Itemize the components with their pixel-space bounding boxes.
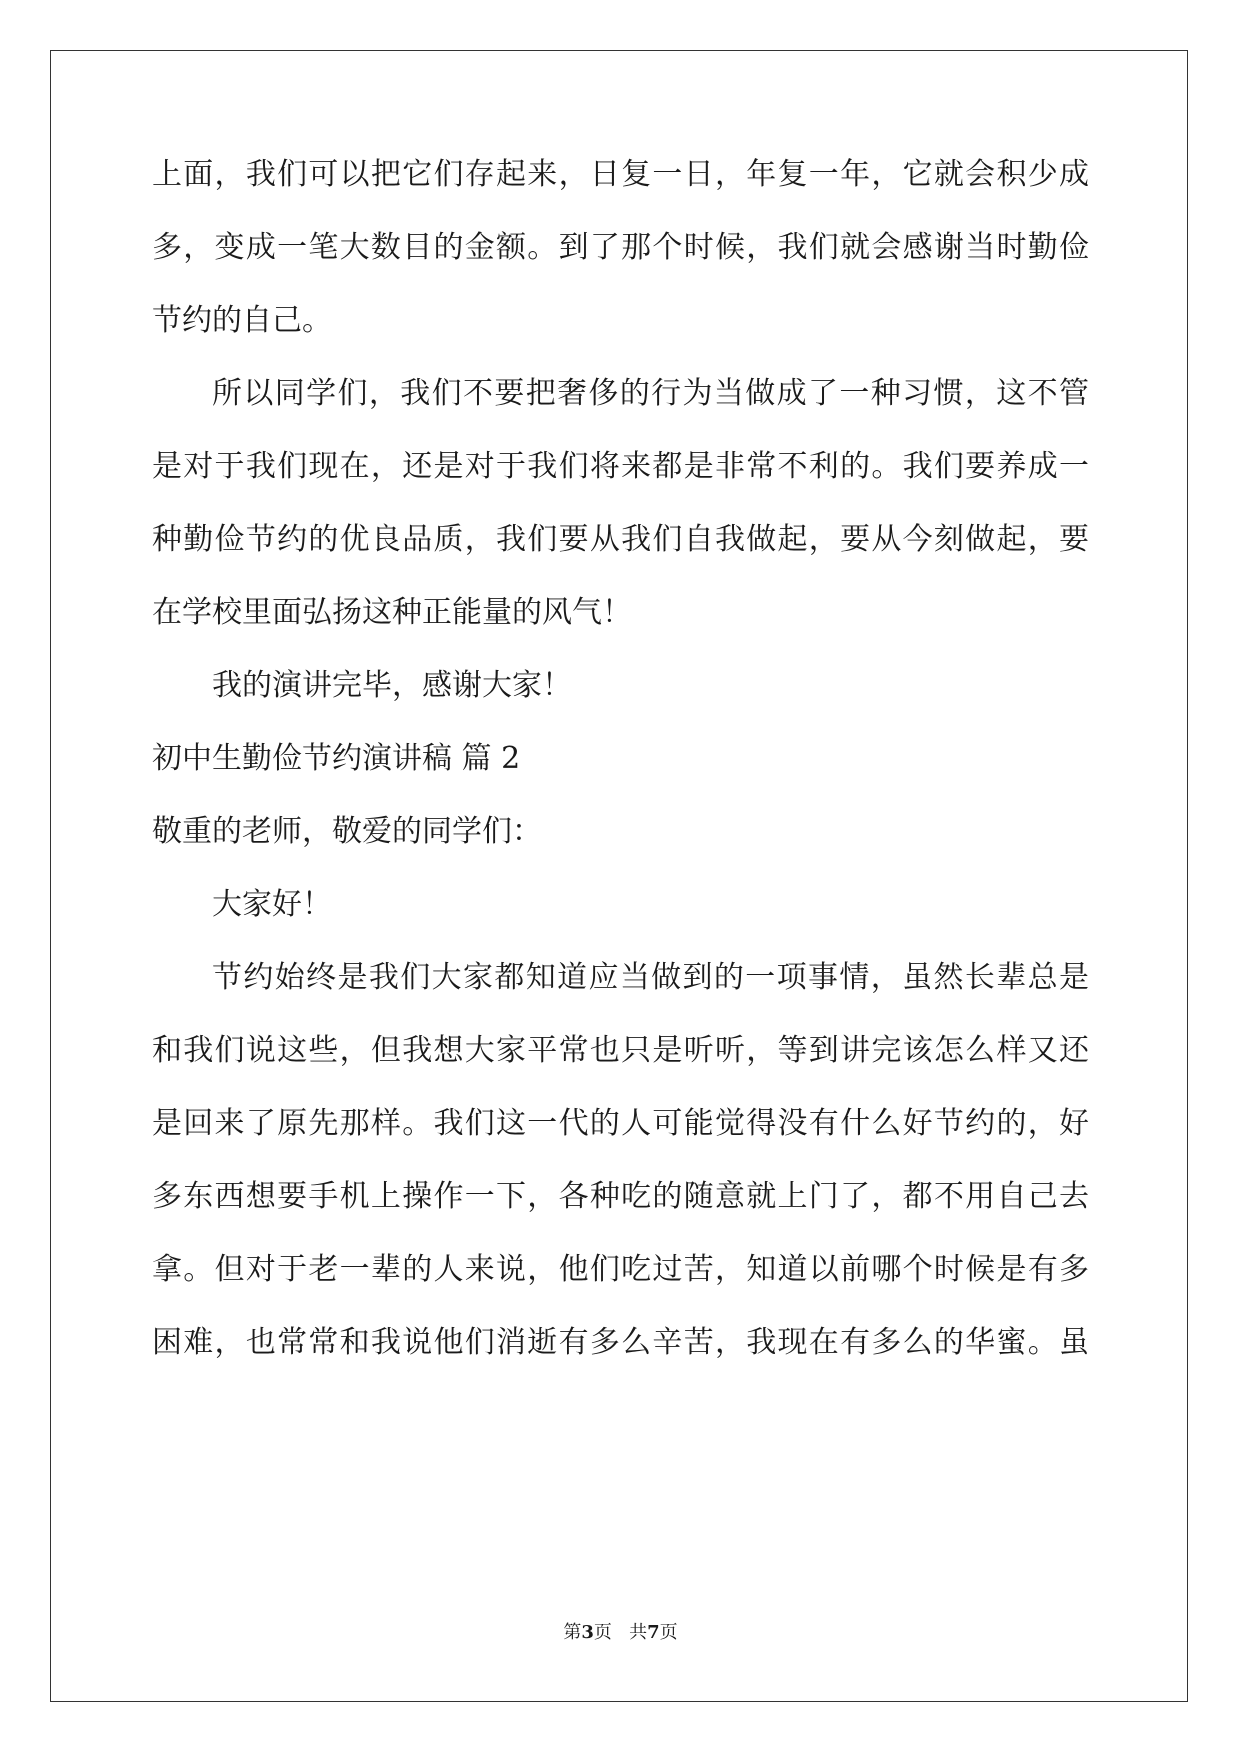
footer-page-prefix: 第 — [563, 1622, 582, 1643]
body-line: 困难，也常常和我说他们消逝有多么辛苦，我现在有多么的华蜜。虽 — [152, 1325, 1089, 1360]
body-line: 种勤俭节约的优良品质，我们要从我们自我做起，要从今刻做起，要 — [152, 522, 1089, 557]
paragraph-first-line: 节约始终是我们大家都知道应当做到的一项事情，虽然长辈总是 — [212, 960, 1089, 995]
body-line: 拿。但对于老一辈的人来说，他们吃过苦，知道以前哪个时候是有多 — [152, 1252, 1089, 1287]
footer-page-suffix: 页 — [593, 1622, 612, 1643]
footer-total-number: 7 — [647, 1622, 660, 1643]
footer-total-prefix: 共 — [629, 1622, 648, 1643]
page-footer — [0, 1618, 1241, 1644]
body-line: 是回来了原先那样。我们这一代的人可能觉得没有什么好节约的，好 — [152, 1106, 1089, 1141]
body-line: 在学校里面弘扬这种正能量的风气！ — [152, 595, 632, 630]
body-line: 多东西想要手机上操作一下，各种吃的随意就上门了，都不用自己去 — [152, 1179, 1089, 1214]
paragraph-first-line: 所以同学们，我们不要把奢侈的行为当做成了一种习惯，这不管 — [212, 376, 1089, 411]
salutation: 敬重的老师，敬爱的同学们： — [152, 814, 542, 849]
footer-page-number: 3 — [581, 1622, 594, 1643]
footer-total-suffix: 页 — [659, 1622, 678, 1643]
page-border — [50, 50, 1188, 1702]
section-title: 初中生勤俭节约演讲稿 篇 2 — [152, 741, 521, 776]
body-line: 节约的自己。 — [152, 303, 332, 338]
body-line: 和我们说这些，但我想大家平常也只是听听，等到讲完该怎么样又还 — [152, 1033, 1089, 1068]
greeting: 大家好！ — [212, 887, 332, 922]
closing-line: 我的演讲完毕，感谢大家！ — [212, 668, 572, 703]
body-line: 多，变成一笔大数目的金额。到了那个时候，我们就会感谢当时勤俭 — [152, 230, 1089, 265]
body-line: 上面，我们可以把它们存起来，日复一日，年复一年，它就会积少成 — [152, 157, 1089, 192]
body-line: 是对于我们现在，还是对于我们将来都是非常不利的。我们要养成一 — [152, 449, 1089, 484]
